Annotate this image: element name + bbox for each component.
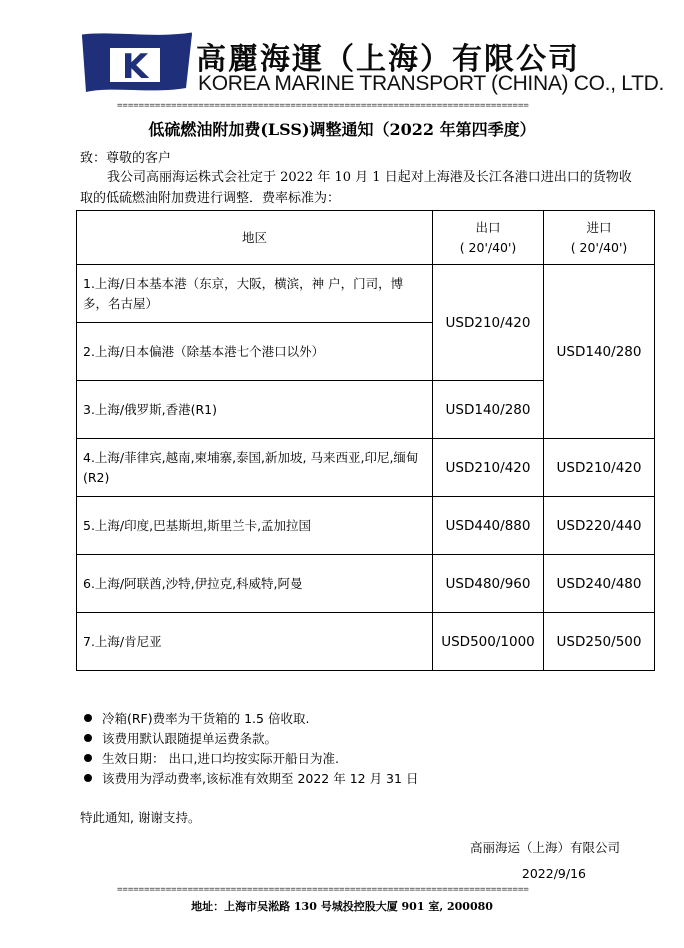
table-header-row <box>77 211 655 265</box>
table-row <box>77 555 655 613</box>
header-export <box>433 211 544 265</box>
export-rate-cell: USD140/280 <box>433 381 544 439</box>
logo-letter: K <box>121 47 149 87</box>
header-export-unit: ( 20'/40') <box>459 239 517 255</box>
rate-table <box>76 210 655 671</box>
region-cell: 6.上海/阿联酋,沙特,伊拉克,科威特,阿曼 <box>77 555 433 613</box>
region-cell: 1.上海/日本基本港（东京，大阪，横滨，神 户，门司，博多，名古屋） <box>77 265 433 323</box>
bullet-icon <box>84 734 92 742</box>
import-rate-cell: USD140/280 <box>544 265 655 439</box>
import-rate-cell: USD220/440 <box>544 497 655 555</box>
note-text: 该费用为浮动费率,该标准有效期至 2022 年 12 月 31 日 <box>102 771 419 786</box>
import-rate-cell: USD240/480 <box>544 555 655 613</box>
list-item <box>80 769 418 789</box>
header-import-label: 进口 <box>586 219 612 235</box>
header-divider: ============================================================================ <box>117 102 529 111</box>
table-row <box>77 613 655 671</box>
company-name-cn: 高麗海運（上海）有限公司 <box>196 42 580 77</box>
note-text: 生效日期： 出口,进口均按实际开船日为准. <box>102 751 339 766</box>
header-region: 地区 <box>77 211 433 265</box>
table-row <box>77 439 655 497</box>
table-row <box>77 265 655 323</box>
company-name-en: KOREA MARINE TRANSPORT (CHINA) CO., LTD. <box>198 72 665 95</box>
import-rate-cell: USD210/420 <box>544 439 655 497</box>
footer-address: 地址：上海市吴淞路 130 号城投控股大厦 901 室, 200080 <box>191 900 493 913</box>
note-text: 冷箱(RF)费率为干货箱的 1.5 倍收取. <box>102 711 310 726</box>
footer-divider: ============================================================================ <box>117 886 529 895</box>
closing-remark: 特此通知, 谢谢支持。 <box>80 810 201 825</box>
export-rate-cell: USD440/880 <box>433 497 544 555</box>
bullet-icon <box>84 714 92 722</box>
list-item <box>80 749 418 769</box>
table-row <box>77 497 655 555</box>
bullet-icon <box>84 754 92 762</box>
export-rate-cell: USD480/960 <box>433 555 544 613</box>
header-export-label: 出口 <box>475 219 501 235</box>
company-flag-logo <box>82 32 192 100</box>
import-rate-cell: USD250/500 <box>544 613 655 671</box>
signature-date: 2022/9/16 <box>521 866 586 881</box>
export-rate-cell: USD210/420 <box>433 439 544 497</box>
list-item <box>80 729 418 749</box>
list-item <box>80 709 418 729</box>
letterhead <box>78 28 665 98</box>
header-import <box>544 211 655 265</box>
region-cell: 7.上海/肯尼亚 <box>77 613 433 671</box>
intro-paragraph: 我公司高丽海运株式会社定于 2022 年 10 月 1 日起对上海港及长江各港口进出口的货物收取的低硫燃油附加费进行调整．费率标准为： <box>80 170 632 206</box>
salutation: 致：尊敬的客户 <box>80 151 172 166</box>
export-rate-cell: USD500/1000 <box>433 613 544 671</box>
export-rate-cell: USD210/420 <box>433 265 544 381</box>
region-cell: 5.上海/印度,巴基斯坦,斯里兰卡,孟加拉国 <box>77 497 433 555</box>
note-text: 该费用默认跟随提单运费条款。 <box>102 731 278 746</box>
signature-company: 高丽海运（上海）有限公司 <box>469 840 620 855</box>
region-cell: 2.上海/日本偏港（除基本港七个港口以外） <box>77 323 433 381</box>
bullet-icon <box>84 774 92 782</box>
header-import-unit: ( 20'/40') <box>570 239 628 255</box>
region-cell: 4.上海/菲律宾,越南,柬埔寨,泰国,新加坡, 马来西亚,印尼,缅甸(R2) <box>77 439 433 497</box>
region-cell: 3.上海/俄罗斯,香港(R1) <box>77 381 433 439</box>
notice-title: 低硫燃油附加费(LSS)调整通知（2022 年第四季度） <box>148 120 536 139</box>
notes-list <box>80 709 418 789</box>
